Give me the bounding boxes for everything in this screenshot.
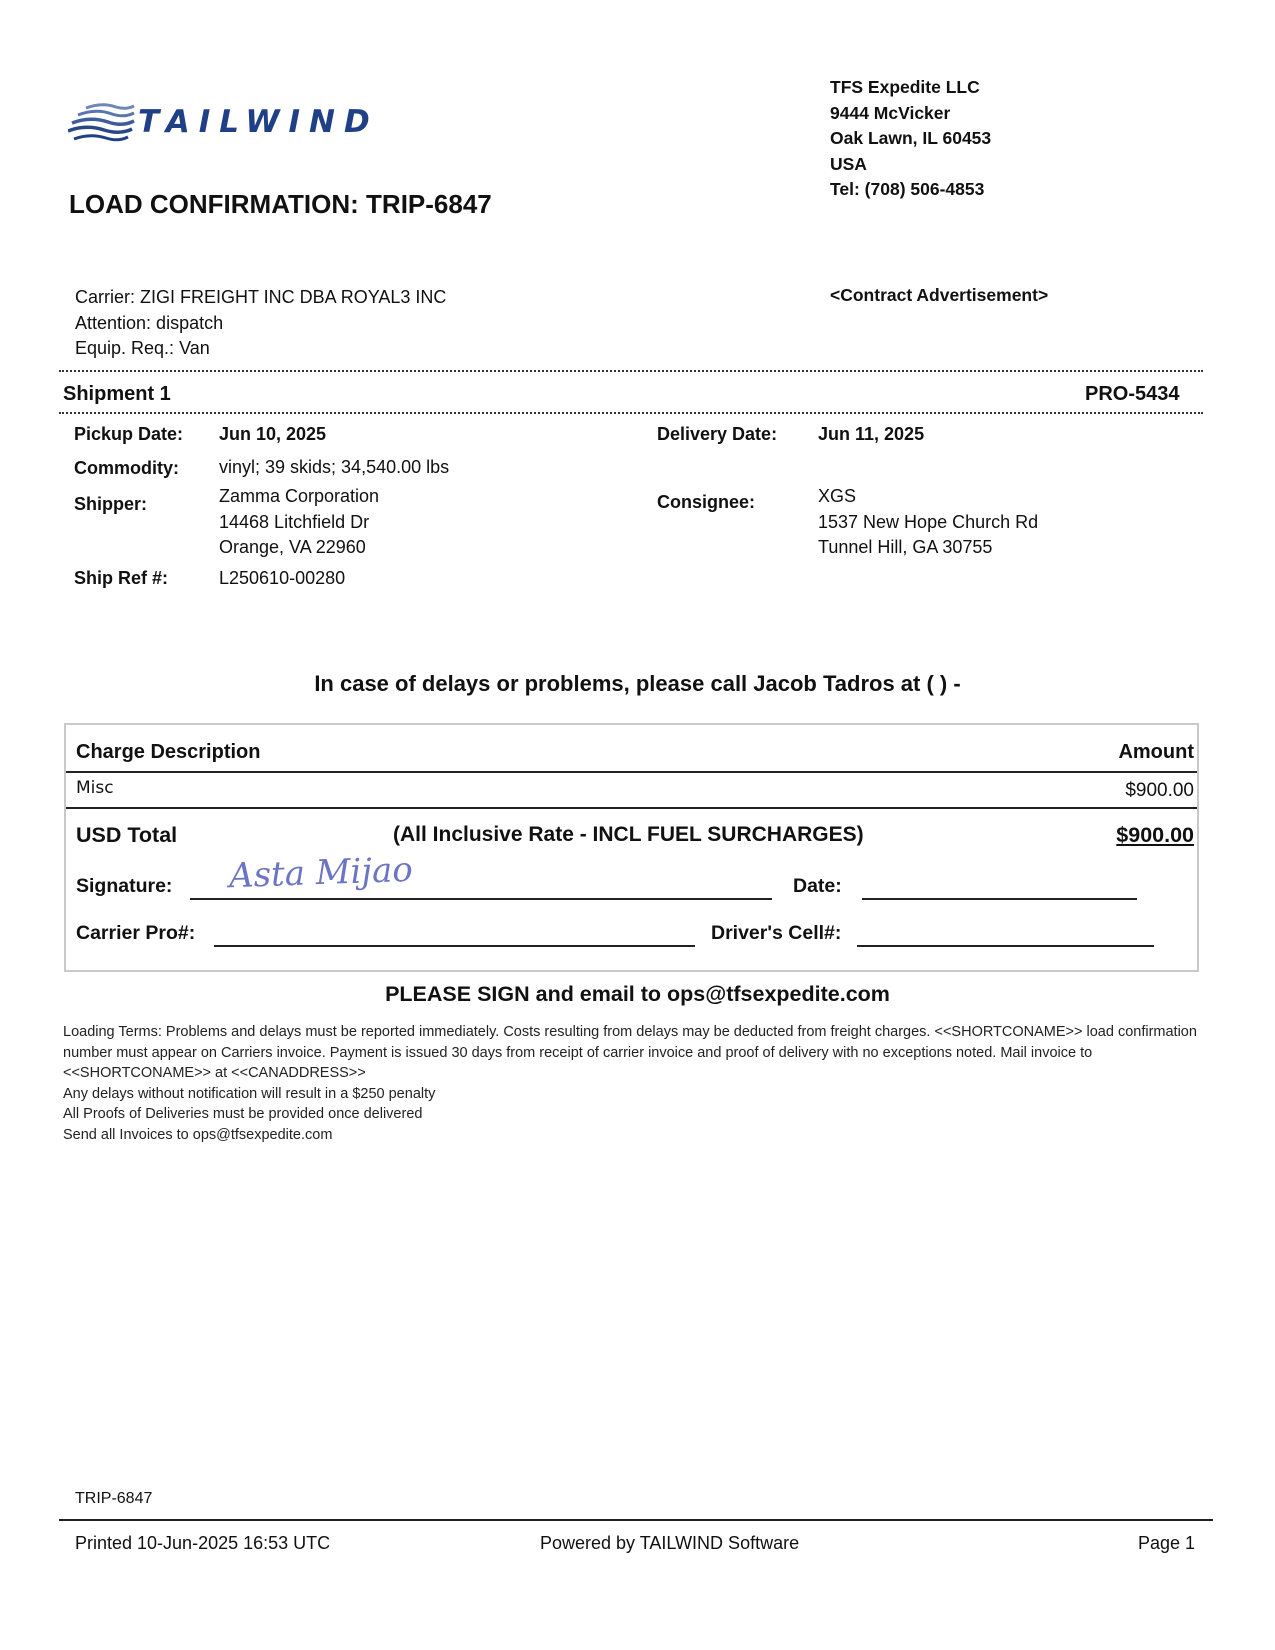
total-amount: $900.00 — [1116, 823, 1194, 847]
divider — [66, 771, 1197, 773]
signature-label: Signature: — [76, 875, 173, 897]
pro-number: PRO-5434 — [1085, 383, 1180, 405]
ship-ref-label: Ship Ref #: — [74, 568, 169, 588]
company-street: 9444 McVicker — [830, 102, 951, 123]
delivery-date: Jun 11, 2025 — [818, 424, 925, 444]
shipper-address — [219, 484, 379, 561]
shipper-name: Zamma Corporation — [219, 486, 380, 506]
total-note: (All Inclusive Rate - INCL FUEL SURCHARGES) — [393, 823, 864, 846]
amount-header: Amount — [1118, 741, 1194, 763]
charge-row-amount: $900.00 — [1125, 780, 1194, 801]
terms-paragraph: Loading Terms: Problems and delays must be reported immediately. Costs resulting from delays may be deducted from freight charges. <<SHORTCONAME>> load confirmation number must appear on Carriers invoice. Payment is issued 30 days from receipt of carrier invoice and proof of delivery with no exceptions noted. Mail invoice to <<SHORTCONAME>> at <<CANADDRESS>> — [63, 1024, 1197, 1081]
carrier-pro-field[interactable] — [214, 925, 695, 947]
company-name: TFS Expedite LLC — [830, 77, 980, 97]
terms-line: Any delays without notification will result in a $250 penalty — [63, 1085, 436, 1102]
consignee-city: Tunnel Hill, GA 30755 — [818, 537, 993, 557]
carrier-block — [75, 285, 446, 362]
page-title: LOAD CONFIRMATION: TRIP-6847 — [69, 189, 492, 219]
total-label: USD Total — [76, 823, 178, 847]
carrier-name: Carrier: ZIGI FREIGHT INC DBA ROYAL3 INC — [75, 287, 447, 307]
consignee-street: 1537 New Hope Church Rd — [818, 511, 1039, 532]
commodity: vinyl; 39 skids; 34,540.00 lbs — [219, 457, 450, 477]
shipper-label: Shipper: — [74, 494, 148, 514]
terms-line: All Proofs of Deliveries must be provided once delivered — [63, 1106, 423, 1122]
consignee-label: Consignee: — [657, 492, 756, 512]
shipper-city: Orange, VA 22960 — [219, 537, 366, 557]
divider — [59, 412, 1203, 414]
handwritten-signature: Asta Mijao — [228, 849, 414, 897]
loading-terms — [63, 1022, 1203, 1145]
carrier-attention: Attention: dispatch — [75, 312, 224, 333]
footer-trip-id: TRIP-6847 — [75, 1490, 153, 1507]
carrier-pro-label: Carrier Pro#: — [76, 922, 196, 944]
date-field[interactable] — [862, 878, 1137, 900]
carrier-equipment: Equip. Req.: Van — [75, 338, 210, 358]
consignee-name: XGS — [818, 486, 857, 506]
footer-divider — [59, 1519, 1213, 1521]
charge-description-header: Charge Description — [76, 741, 261, 763]
shipper-street: 14468 Litchfield Dr — [219, 511, 370, 532]
divider — [59, 370, 1203, 372]
company-tel: Tel: (708) 506-4853 — [830, 179, 985, 199]
delay-notice: In case of delays or problems, please call Jacob Tadros at ( ) - — [314, 671, 961, 696]
ship-ref: L250610-00280 — [219, 568, 346, 588]
commodity-label: Commodity: — [74, 458, 179, 478]
charges-table — [64, 723, 1199, 972]
sign-instructions: PLEASE SIGN and email to ops@tfsexpedite.com — [385, 982, 890, 1006]
company-address — [830, 75, 991, 203]
footer-powered-by: Powered by TAILWIND Software — [540, 1533, 800, 1553]
drivers-cell-label: Driver's Cell#: — [711, 922, 842, 944]
company-country: USA — [830, 153, 867, 174]
drivers-cell-field[interactable] — [857, 925, 1154, 947]
footer-printed: Printed 10-Jun-2025 16:53 UTC — [75, 1533, 331, 1553]
wind-waves-icon — [68, 102, 138, 146]
terms-line: Send all Invoices to ops@tfsexpedite.com — [63, 1126, 333, 1143]
date-label: Date: — [793, 875, 842, 897]
footer-page-number: Page 1 — [1137, 1533, 1195, 1553]
contract-advertisement: <Contract Advertisement> — [830, 285, 1049, 305]
logo-wordmark: TAILWIND — [138, 104, 379, 140]
pickup-date: Jun 10, 2025 — [219, 424, 327, 444]
pickup-date-label: Pickup Date: — [74, 424, 184, 444]
delivery-date-label: Delivery Date: — [657, 424, 778, 444]
shipment-title: Shipment 1 — [63, 383, 171, 405]
company-city: Oak Lawn, IL 60453 — [830, 128, 992, 148]
company-logo — [68, 100, 448, 150]
divider — [66, 807, 1197, 809]
charge-row-description: Misc — [76, 778, 114, 798]
consignee-address — [818, 484, 1038, 561]
